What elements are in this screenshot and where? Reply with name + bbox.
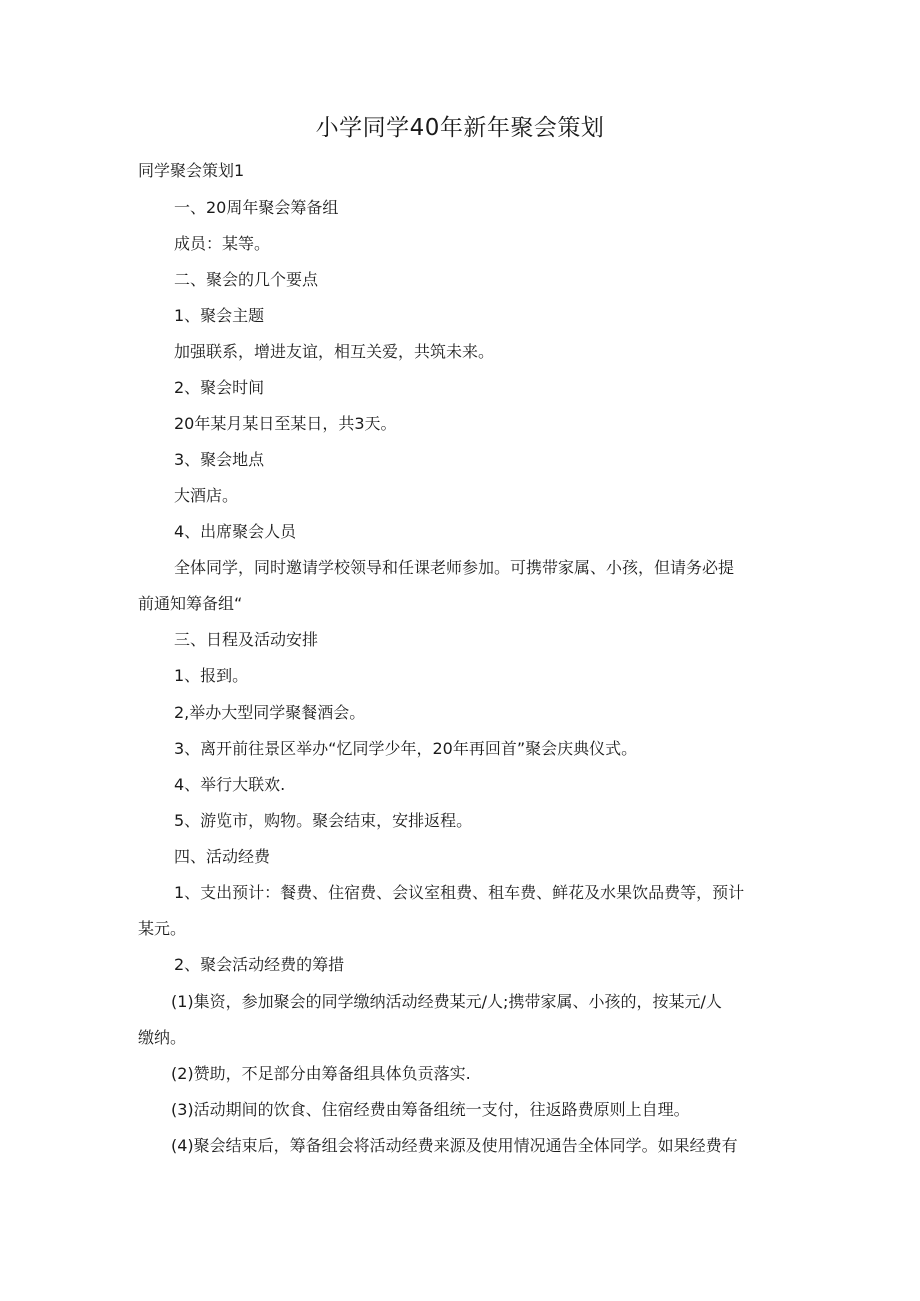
paragraph-line: 某元。 (138, 919, 187, 938)
paragraph-line: 2、聚会时间 (174, 378, 265, 397)
paragraph-line: (1)集资，参加聚会的同学缴纳活动经费某元/人;携带家属、小孩的，按某元/人 (171, 992, 722, 1011)
document-title: 小学同学40年新年聚会策划 (315, 115, 605, 141)
paragraph-line: 1、报到。 (174, 666, 249, 685)
paragraph-line: 全体同学，同时邀请学校领导和任课老师参加。可携带家属、小孩，但请务必提 (174, 558, 735, 577)
paragraph-line: 加强联系，增进友谊，相互关爱，共筑未来。 (174, 342, 495, 361)
paragraph-line: 1、聚会主题 (174, 306, 265, 325)
paragraph-line: (2)赞助，不足部分由筹备组具体负贡落实. (171, 1064, 471, 1083)
paragraph-line: 20年某月某日至某日，共3天。 (174, 414, 397, 433)
section-heading: 同学聚会策划1 (138, 161, 245, 180)
paragraph-line: (3)活动期间的饮食、住宿经费由筹备组统一支付，往返路费原则上自理。 (171, 1100, 690, 1119)
paragraph-line: 一、20周年聚会筹备组 (174, 198, 339, 217)
paragraph-line: 二、聚会的几个要点 (174, 270, 319, 289)
paragraph-line: 成员：某等。 (174, 234, 271, 253)
paragraph-line: 4、出席聚会人员 (174, 522, 297, 541)
paragraph-line: 大酒店。 (174, 486, 239, 505)
paragraph-line: 2、聚会活动经费的筹措 (174, 955, 345, 974)
paragraph-line: 四、活动经费 (174, 847, 271, 866)
paragraph-line: 4、举行大联欢. (174, 775, 286, 794)
paragraph-line: 2,举办大型同学聚餐酒会。 (174, 703, 366, 722)
paragraph-line: 1、支出预计：餐费、住宿费、会议室租费、租车费、鲜花及水果饮品费等，预计 (174, 883, 745, 902)
paragraph-line: 前通知筹备组“ (138, 594, 243, 613)
paragraph-line: 3、聚会地点 (174, 450, 265, 469)
paragraph-line: (4)聚会结束后，筹备组会将活动经费来源及使用情况通告全体同学。如果经费有 (171, 1136, 738, 1155)
paragraph-line: 三、日程及活动安排 (174, 630, 319, 649)
paragraph-line: 3、离开前往景区举办“忆同学少年，20年再回首”聚会庆典仪式。 (174, 739, 638, 758)
paragraph-line: 5、游览市，购物。聚会结束，安排返程。 (174, 811, 473, 830)
paragraph-line: 缴纳。 (138, 1028, 187, 1047)
